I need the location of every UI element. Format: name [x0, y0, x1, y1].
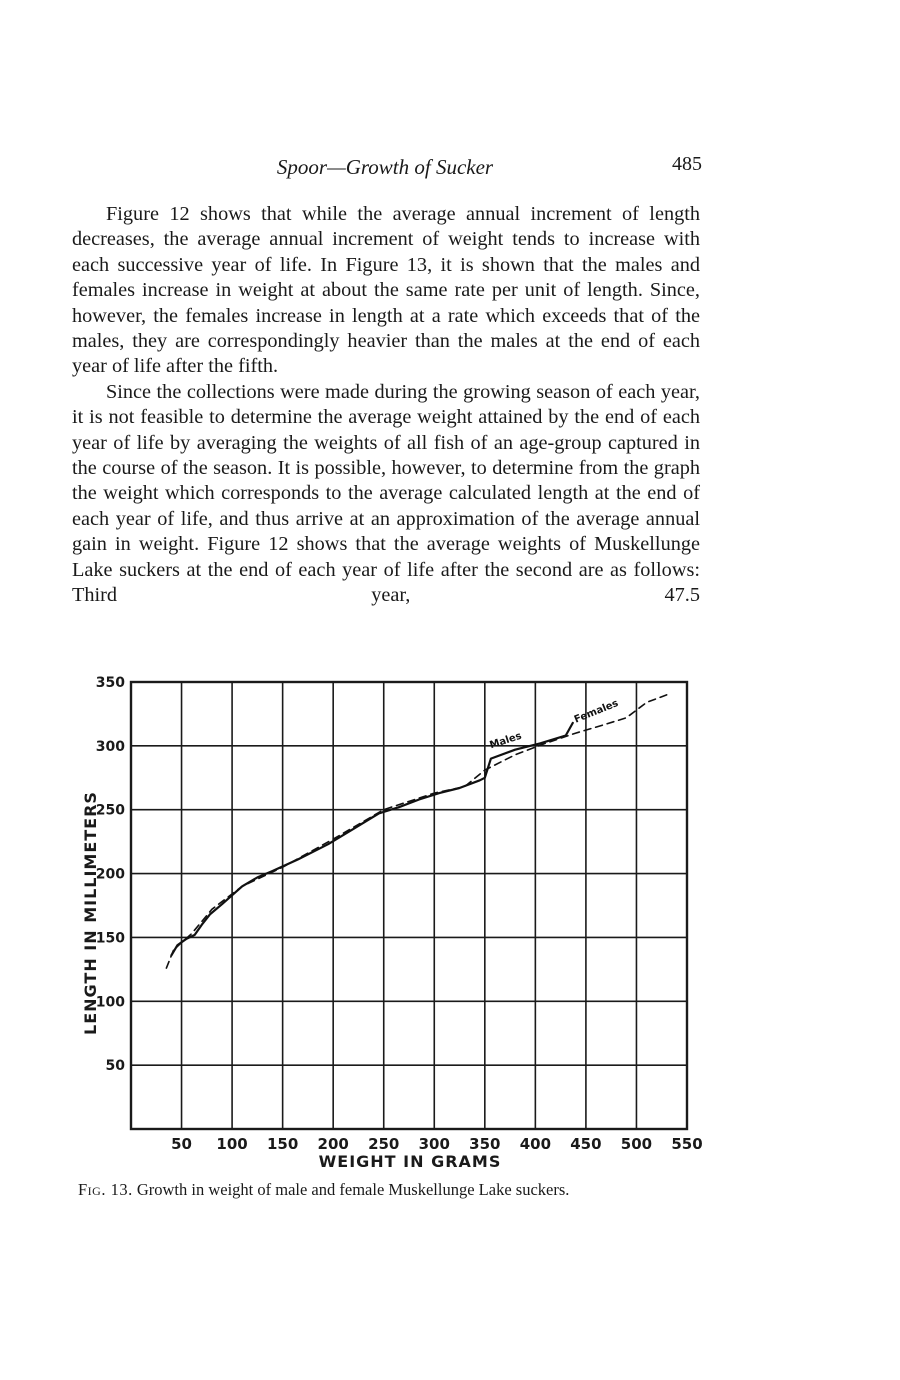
- running-head: [70, 153, 700, 183]
- y-axis-label: LENGTH IN MILLIMETERS: [81, 791, 100, 1035]
- y-tick-label: 50: [105, 1058, 125, 1075]
- series-label-females: Females: [572, 698, 621, 726]
- paragraph-1: Figure 12 shows that while the average annual increment of length decreases, the average annual increment of weight tends to increase with each successive year of life. In Figure 13, it is shown that the males and females increase in weight at about the same rate per unit of length. Since, however, the females increase in length at a rate which exceeds that of the males, they are correspondingly heavier than the males at the end of each year of life after the fifth.: [72, 203, 700, 378]
- body-text: [72, 202, 700, 609]
- running-title: Spoor—Growth of Sucker: [276, 155, 494, 179]
- series-labels: [488, 698, 620, 751]
- y-tick-label: 350: [95, 675, 125, 691]
- growth-chart: [70, 668, 710, 1178]
- x-tick-label: 300: [418, 1135, 450, 1153]
- plot-border: [131, 682, 687, 1129]
- y-tick-label: 300: [95, 738, 125, 755]
- x-tick-label: 450: [570, 1135, 602, 1153]
- chart-series: [166, 695, 666, 968]
- y-tick-label: 250: [95, 802, 125, 819]
- figure-13: [70, 668, 710, 1178]
- paragraph-2: Since the collections were made during the growing season of each year, it is not feasible to determine the average weight attained by the end of each year of life by averaging the weights of all fish of an age-group captured in the course of the season. It is possible, however, to determine from the graph the weight which corresponds to the average calculated length at the end of each year of life, and thus arrive at an approximation of the average annual gain in weight. Figure 12 shows that the average weights of Muskellunge Lake suckers at the end of each year of life after the second are as follows: Third year, 47.5: [72, 380, 700, 607]
- chart-frame: [131, 682, 687, 1129]
- x-tick-label: 350: [469, 1135, 501, 1153]
- y-tick-labels: [96, 675, 125, 1074]
- y-tick-label: 100: [95, 994, 125, 1011]
- series-line-females: [166, 695, 666, 968]
- caption-text: Growth in weight of male and female Muskellunge Lake suckers.: [136, 1180, 570, 1199]
- chart-grid: [131, 682, 687, 1129]
- x-tick-label: 250: [368, 1135, 400, 1153]
- y-tick-label: 200: [95, 866, 125, 883]
- x-axis-label: WEIGHT IN GRAMS: [318, 1152, 502, 1171]
- series-label-males: Males: [488, 730, 524, 752]
- x-tick-labels: [171, 1135, 703, 1153]
- x-tick-label: 200: [317, 1135, 349, 1153]
- x-tick-label: 50: [171, 1135, 192, 1153]
- figure-caption: [78, 1178, 703, 1201]
- x-tick-label: 400: [519, 1135, 552, 1153]
- caption-label: Fig. 13.: [78, 1180, 133, 1199]
- x-tick-label: 100: [216, 1135, 248, 1153]
- x-tick-label: 500: [620, 1135, 653, 1153]
- y-tick-label: 150: [95, 930, 125, 947]
- x-tick-label: 550: [671, 1135, 703, 1153]
- x-tick-label: 150: [266, 1135, 299, 1153]
- page-number: 485: [672, 153, 702, 175]
